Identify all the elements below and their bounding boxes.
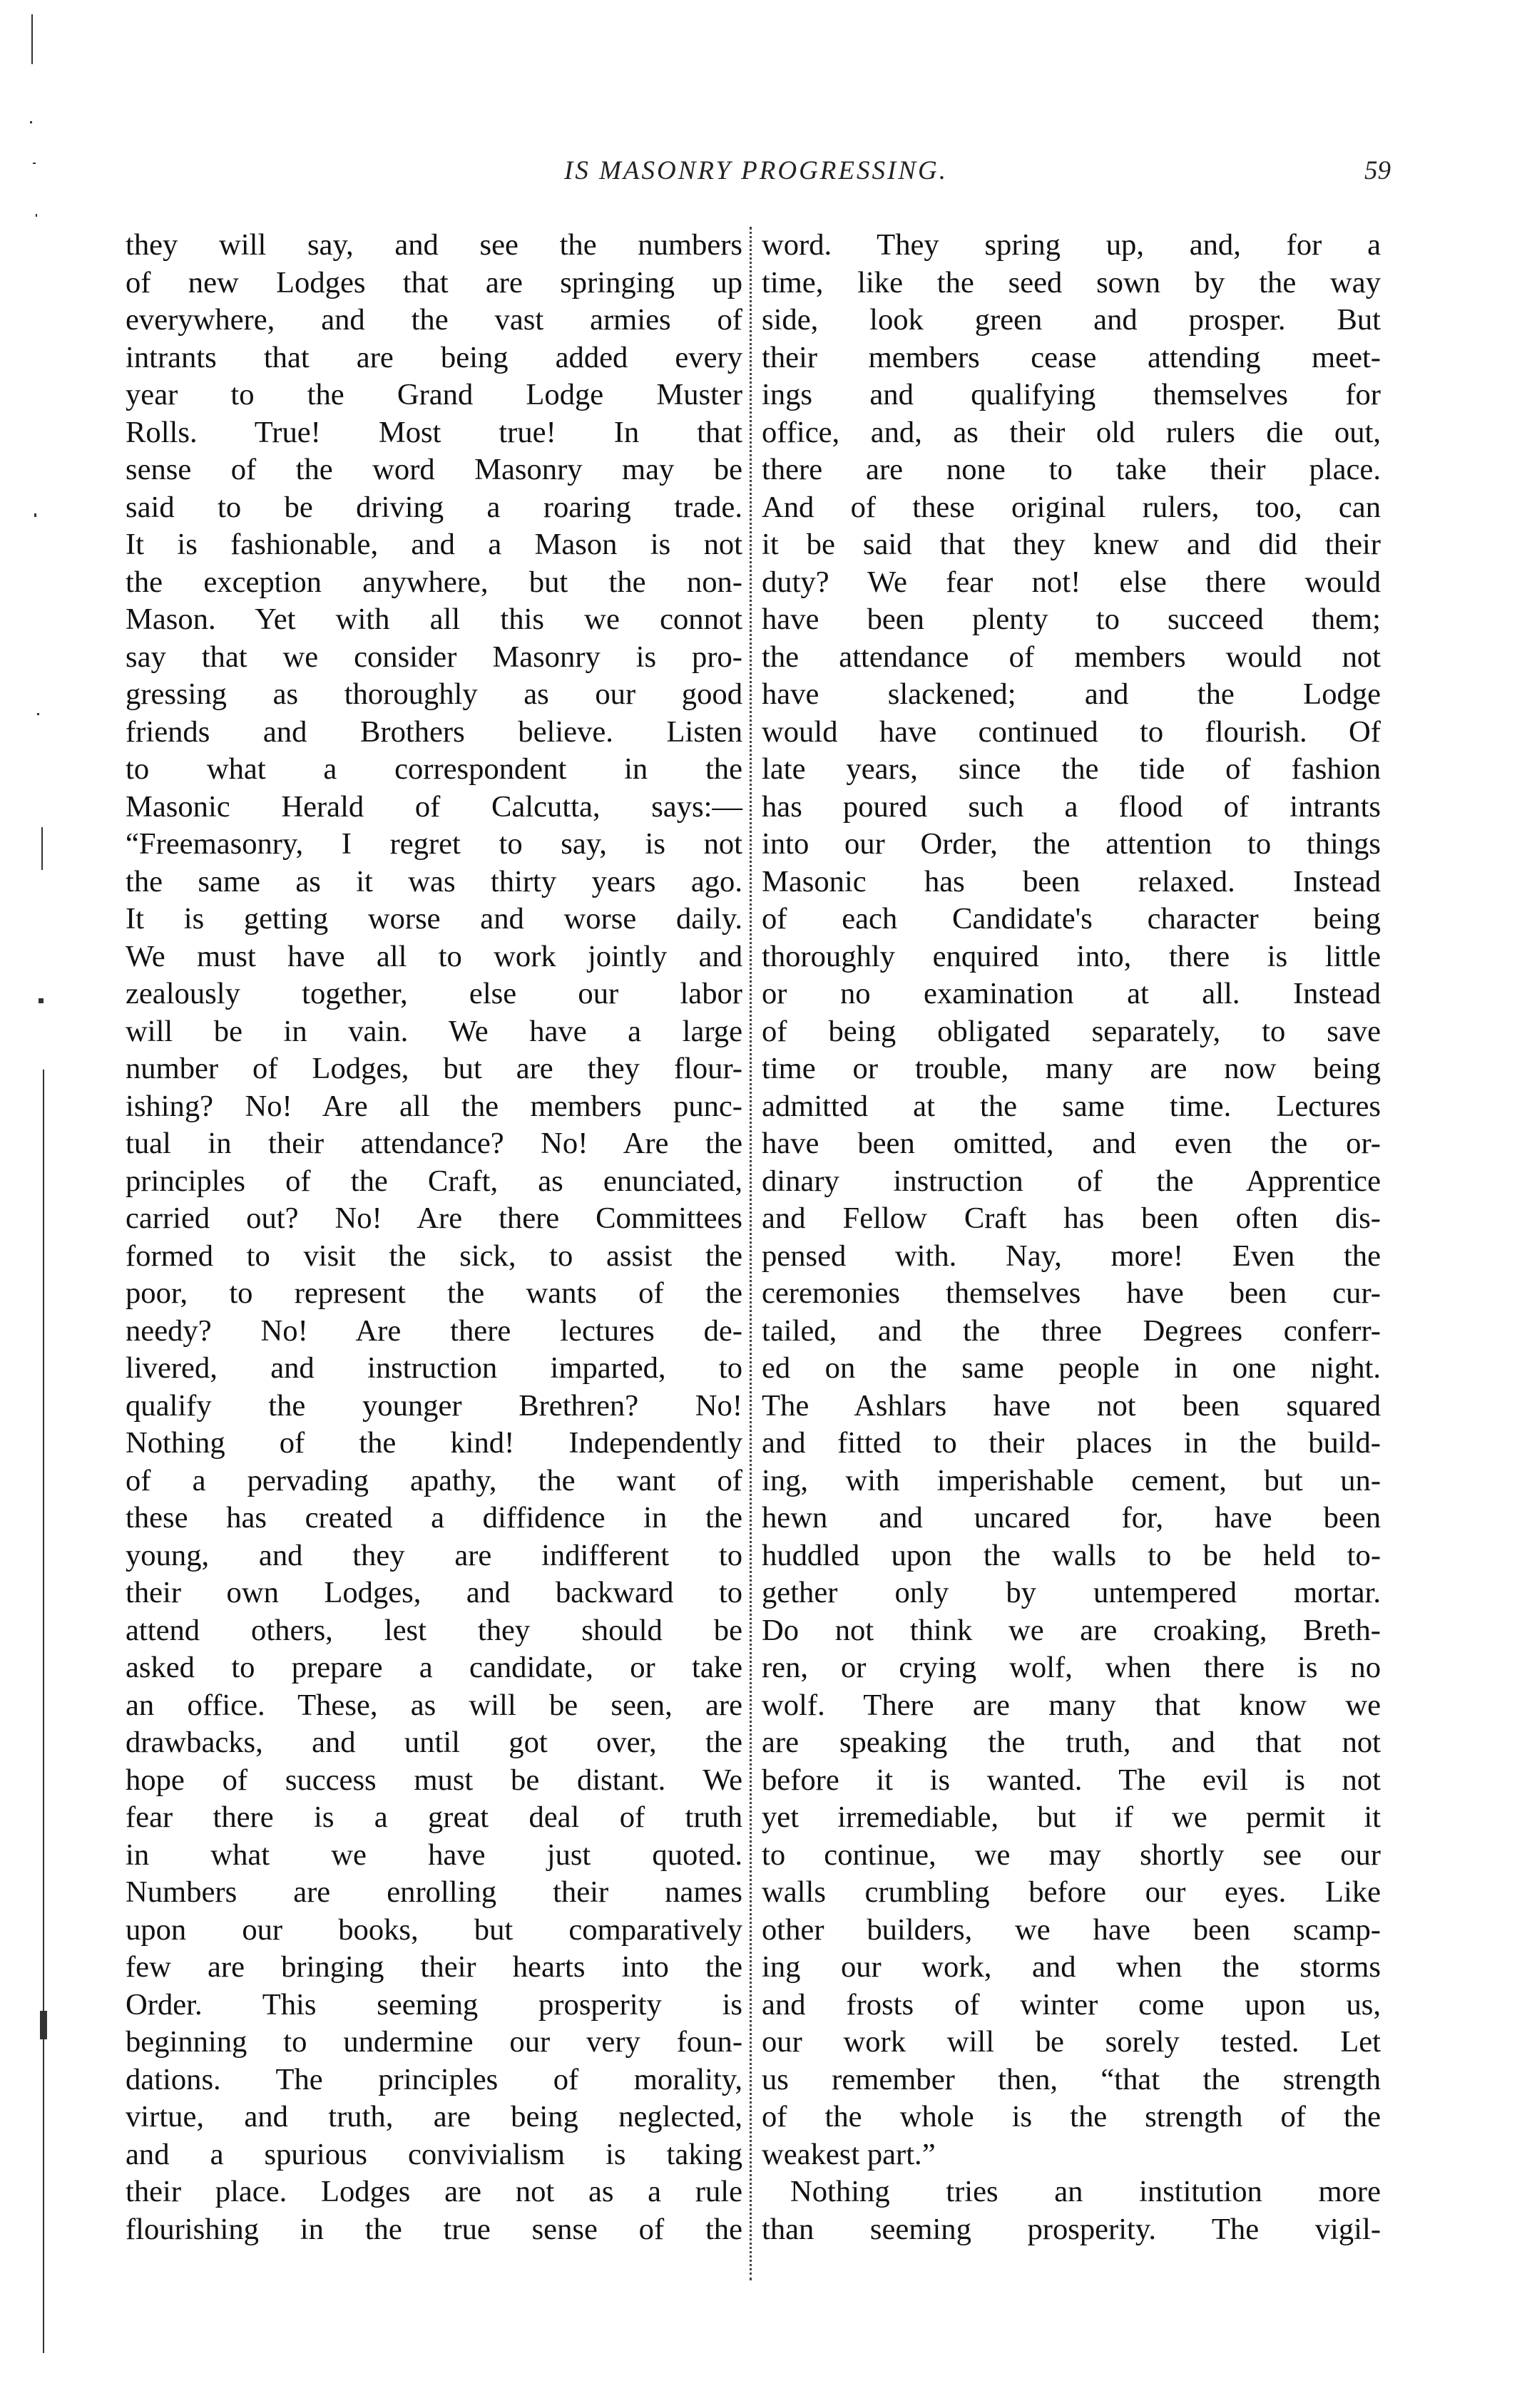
- text-line: duty? We fear not! else there would: [762, 565, 1381, 599]
- text-line: time or trouble, many are now being: [762, 1052, 1381, 1085]
- text-line: attend others, lest they should be: [126, 1613, 742, 1647]
- text-line: has poured such a flood of intrants: [762, 789, 1381, 824]
- text-line: ren, or crying wolf, when there is no: [762, 1651, 1381, 1684]
- text-line: the attendance of members would not: [762, 640, 1381, 674]
- text-line: to what a correspondent in the: [126, 752, 742, 786]
- text-line: fear there is a great deal of truth: [126, 1800, 742, 1834]
- text-line: side, look green and prosper. But: [762, 303, 1381, 337]
- text-line: hope of success must be distant. We: [126, 1763, 742, 1797]
- text-line: livered, and instruction imparted, to: [126, 1351, 742, 1385]
- text-line: number of Lodges, but are they flour-: [126, 1052, 742, 1085]
- text-line: to continue, we may shortly see our: [762, 1838, 1381, 1872]
- text-line: beginning to undermine our very foun-: [126, 2025, 742, 2059]
- text-line: qualify the younger Brethren? No!: [126, 1388, 742, 1423]
- text-line: It is fashionable, and a Mason is not: [126, 528, 742, 561]
- text-line: they will say, and see the numbers: [126, 228, 742, 262]
- text-line: gressing as thoroughly as our good: [126, 677, 742, 711]
- left-text-column: [126, 227, 742, 2280]
- text-line: other builders, we have been scamp-: [762, 1912, 1381, 1947]
- text-line: hewn and uncared for, have been: [762, 1501, 1381, 1535]
- text-line: than seeming prosperity. The vigil-: [762, 2212, 1381, 2246]
- text-line: asked to prepare a candidate, or take: [126, 1651, 742, 1684]
- text-line: it be said that they knew and did their: [762, 528, 1381, 561]
- text-line: Order. This seeming prosperity is: [126, 1987, 742, 2022]
- text-line: needy? No! Are there lectures de-: [126, 1313, 742, 1348]
- text-line: into our Order, the attention to things: [762, 827, 1381, 861]
- text-line: of a pervading apathy, the want of: [126, 1463, 742, 1497]
- text-line: and Fellow Craft has been often dis-: [762, 1202, 1381, 1235]
- text-line: Masonic has been relaxed. Instead: [762, 864, 1381, 898]
- text-line: upon our books, but comparatively: [126, 1912, 742, 1947]
- page-number: 59: [1364, 156, 1391, 185]
- text-line: their members cease attending meet-: [762, 340, 1381, 374]
- text-line: ceremonies themselves have been cur-: [762, 1276, 1381, 1310]
- text-line: sense of the word Masonry may be: [126, 453, 742, 486]
- text-line: the same as it was thirty years ago.: [126, 864, 742, 898]
- text-line: formed to visit the sick, to assist the: [126, 1239, 742, 1273]
- text-line: zealously together, else our labor: [126, 977, 742, 1010]
- text-line: Masonic Herald of Calcutta, says:—: [126, 789, 742, 824]
- text-line: their place. Lodges are not as a rule: [126, 2175, 742, 2208]
- text-line: Mason. Yet with all this we connot: [126, 603, 742, 636]
- text-line: Do not think we are croaking, Breth-: [762, 1613, 1381, 1647]
- text-line: and fitted to their places in the build-: [762, 1426, 1381, 1460]
- text-line: carried out? No! Are there Committees: [126, 1202, 742, 1235]
- text-line: year to the Grand Lodge Muster: [126, 378, 742, 411]
- text-line: virtue, and truth, are being neglected,: [126, 2100, 742, 2133]
- text-line: Nothing of the kind! Independently: [126, 1426, 742, 1460]
- text-line: young, and they are indifferent to: [126, 1538, 742, 1572]
- text-line: or no examination at all. Instead: [762, 977, 1381, 1010]
- text-line: friends and Brothers believe. Listen: [126, 714, 742, 749]
- text-line: and frosts of winter come upon us,: [762, 1987, 1381, 2022]
- text-line: of being obligated separately, to save: [762, 1014, 1381, 1048]
- text-line: Numbers are enrolling their names: [126, 1875, 742, 1909]
- column-divider: [750, 227, 752, 2280]
- binding-margin-specks: [27, 0, 70, 2404]
- text-line: ishing? No! Are all the members punc-: [126, 1089, 742, 1123]
- text-line: pensed with. Nay, more! Even the: [762, 1239, 1381, 1273]
- text-line: would have continued to flourish. Of: [762, 714, 1381, 749]
- right-text-column: [762, 227, 1381, 2280]
- text-line: are speaking the truth, and that not: [762, 1726, 1381, 1759]
- text-line: the exception anywhere, but the non-: [126, 565, 742, 599]
- text-line: admitted at the same time. Lectures: [762, 1089, 1381, 1123]
- text-line: intrants that are being added every: [126, 340, 742, 374]
- text-line: an office. These, as will be seen, are: [126, 1688, 742, 1722]
- text-line: The Ashlars have not been squared: [762, 1388, 1381, 1423]
- text-line: say that we consider Masonry is pro-: [126, 640, 742, 674]
- text-line: their own Lodges, and backward to: [126, 1576, 742, 1609]
- text-line: everywhere, and the vast armies of: [126, 303, 742, 337]
- text-line: our work will be sorely tested. Let: [762, 2025, 1381, 2059]
- text-line: office, and, as their old rulers die out,: [762, 415, 1381, 449]
- text-line: gether only by untempered mortar.: [762, 1576, 1381, 1609]
- text-line: principles of the Craft, as enunciated,: [126, 1164, 742, 1198]
- text-line: of new Lodges that are springing up: [126, 265, 742, 299]
- text-line: ings and qualifying themselves for: [762, 378, 1381, 411]
- page-header: [121, 155, 1391, 198]
- text-line: time, like the seed sown by the way: [762, 265, 1381, 299]
- text-line: late years, since the tide of fashion: [762, 752, 1381, 786]
- text-line: ing our work, and when the storms: [762, 1950, 1381, 1984]
- text-line: It is getting worse and worse daily.: [126, 902, 742, 936]
- text-line: thoroughly enquired into, there is little: [762, 939, 1381, 973]
- text-line: these has created a diffidence in the: [126, 1501, 742, 1535]
- text-line: ed on the same people in one night.: [762, 1351, 1381, 1385]
- text-line: flourishing in the true sense of the: [126, 2212, 742, 2246]
- text-line: of each Candidate's character being: [762, 902, 1381, 936]
- text-line: and a spurious convivialism is taking: [126, 2137, 742, 2171]
- text-line: said to be driving a roaring trade.: [126, 490, 742, 524]
- text-line: wolf. There are many that know we: [762, 1688, 1381, 1722]
- running-head: IS MASONRY PROGRESSING.: [564, 156, 948, 185]
- text-line: And of these original rulers, too, can: [762, 490, 1381, 524]
- text-line: weakest part.”: [762, 2137, 936, 2171]
- text-line: will be in vain. We have a large: [126, 1014, 742, 1048]
- text-line: drawbacks, and until got over, the: [126, 1726, 742, 1759]
- text-line: dinary instruction of the Apprentice: [762, 1164, 1381, 1198]
- text-line: ing, with imperishable cement, but un-: [762, 1463, 1381, 1497]
- text-line: huddled upon the walls to be held to-: [762, 1538, 1381, 1572]
- text-line: have been plenty to succeed them;: [762, 603, 1381, 636]
- text-line: Nothing tries an institution more: [790, 2175, 1381, 2208]
- text-line: there are none to take their place.: [762, 453, 1381, 486]
- text-line: tailed, and the three Degrees conferr-: [762, 1313, 1381, 1348]
- text-line: poor, to represent the wants of the: [126, 1276, 742, 1310]
- text-line: before it is wanted. The evil is not: [762, 1763, 1381, 1797]
- text-line: We must have all to work jointly and: [126, 939, 742, 973]
- text-line: few are bringing their hearts into the: [126, 1950, 742, 1984]
- text-line: of the whole is the strength of the: [762, 2100, 1381, 2133]
- text-line: tual in their attendance? No! Are the: [126, 1127, 742, 1160]
- text-line: word. They spring up, and, for a: [762, 228, 1381, 262]
- text-line: us remember then, “that the strength: [762, 2062, 1381, 2096]
- text-line: have been omitted, and even the or-: [762, 1127, 1381, 1160]
- text-line: yet irremediable, but if we permit it: [762, 1800, 1381, 1834]
- text-line: dations. The principles of morality,: [126, 2062, 742, 2096]
- text-line: Rolls. True! Most true! In that: [126, 415, 742, 449]
- text-line: have slackened; and the Lodge: [762, 677, 1381, 711]
- text-line: walls crumbling before our eyes. Like: [762, 1875, 1381, 1909]
- text-line: in what we have just quoted.: [126, 1838, 742, 1872]
- text-line: “Freemasonry, I regret to say, is not: [126, 827, 742, 861]
